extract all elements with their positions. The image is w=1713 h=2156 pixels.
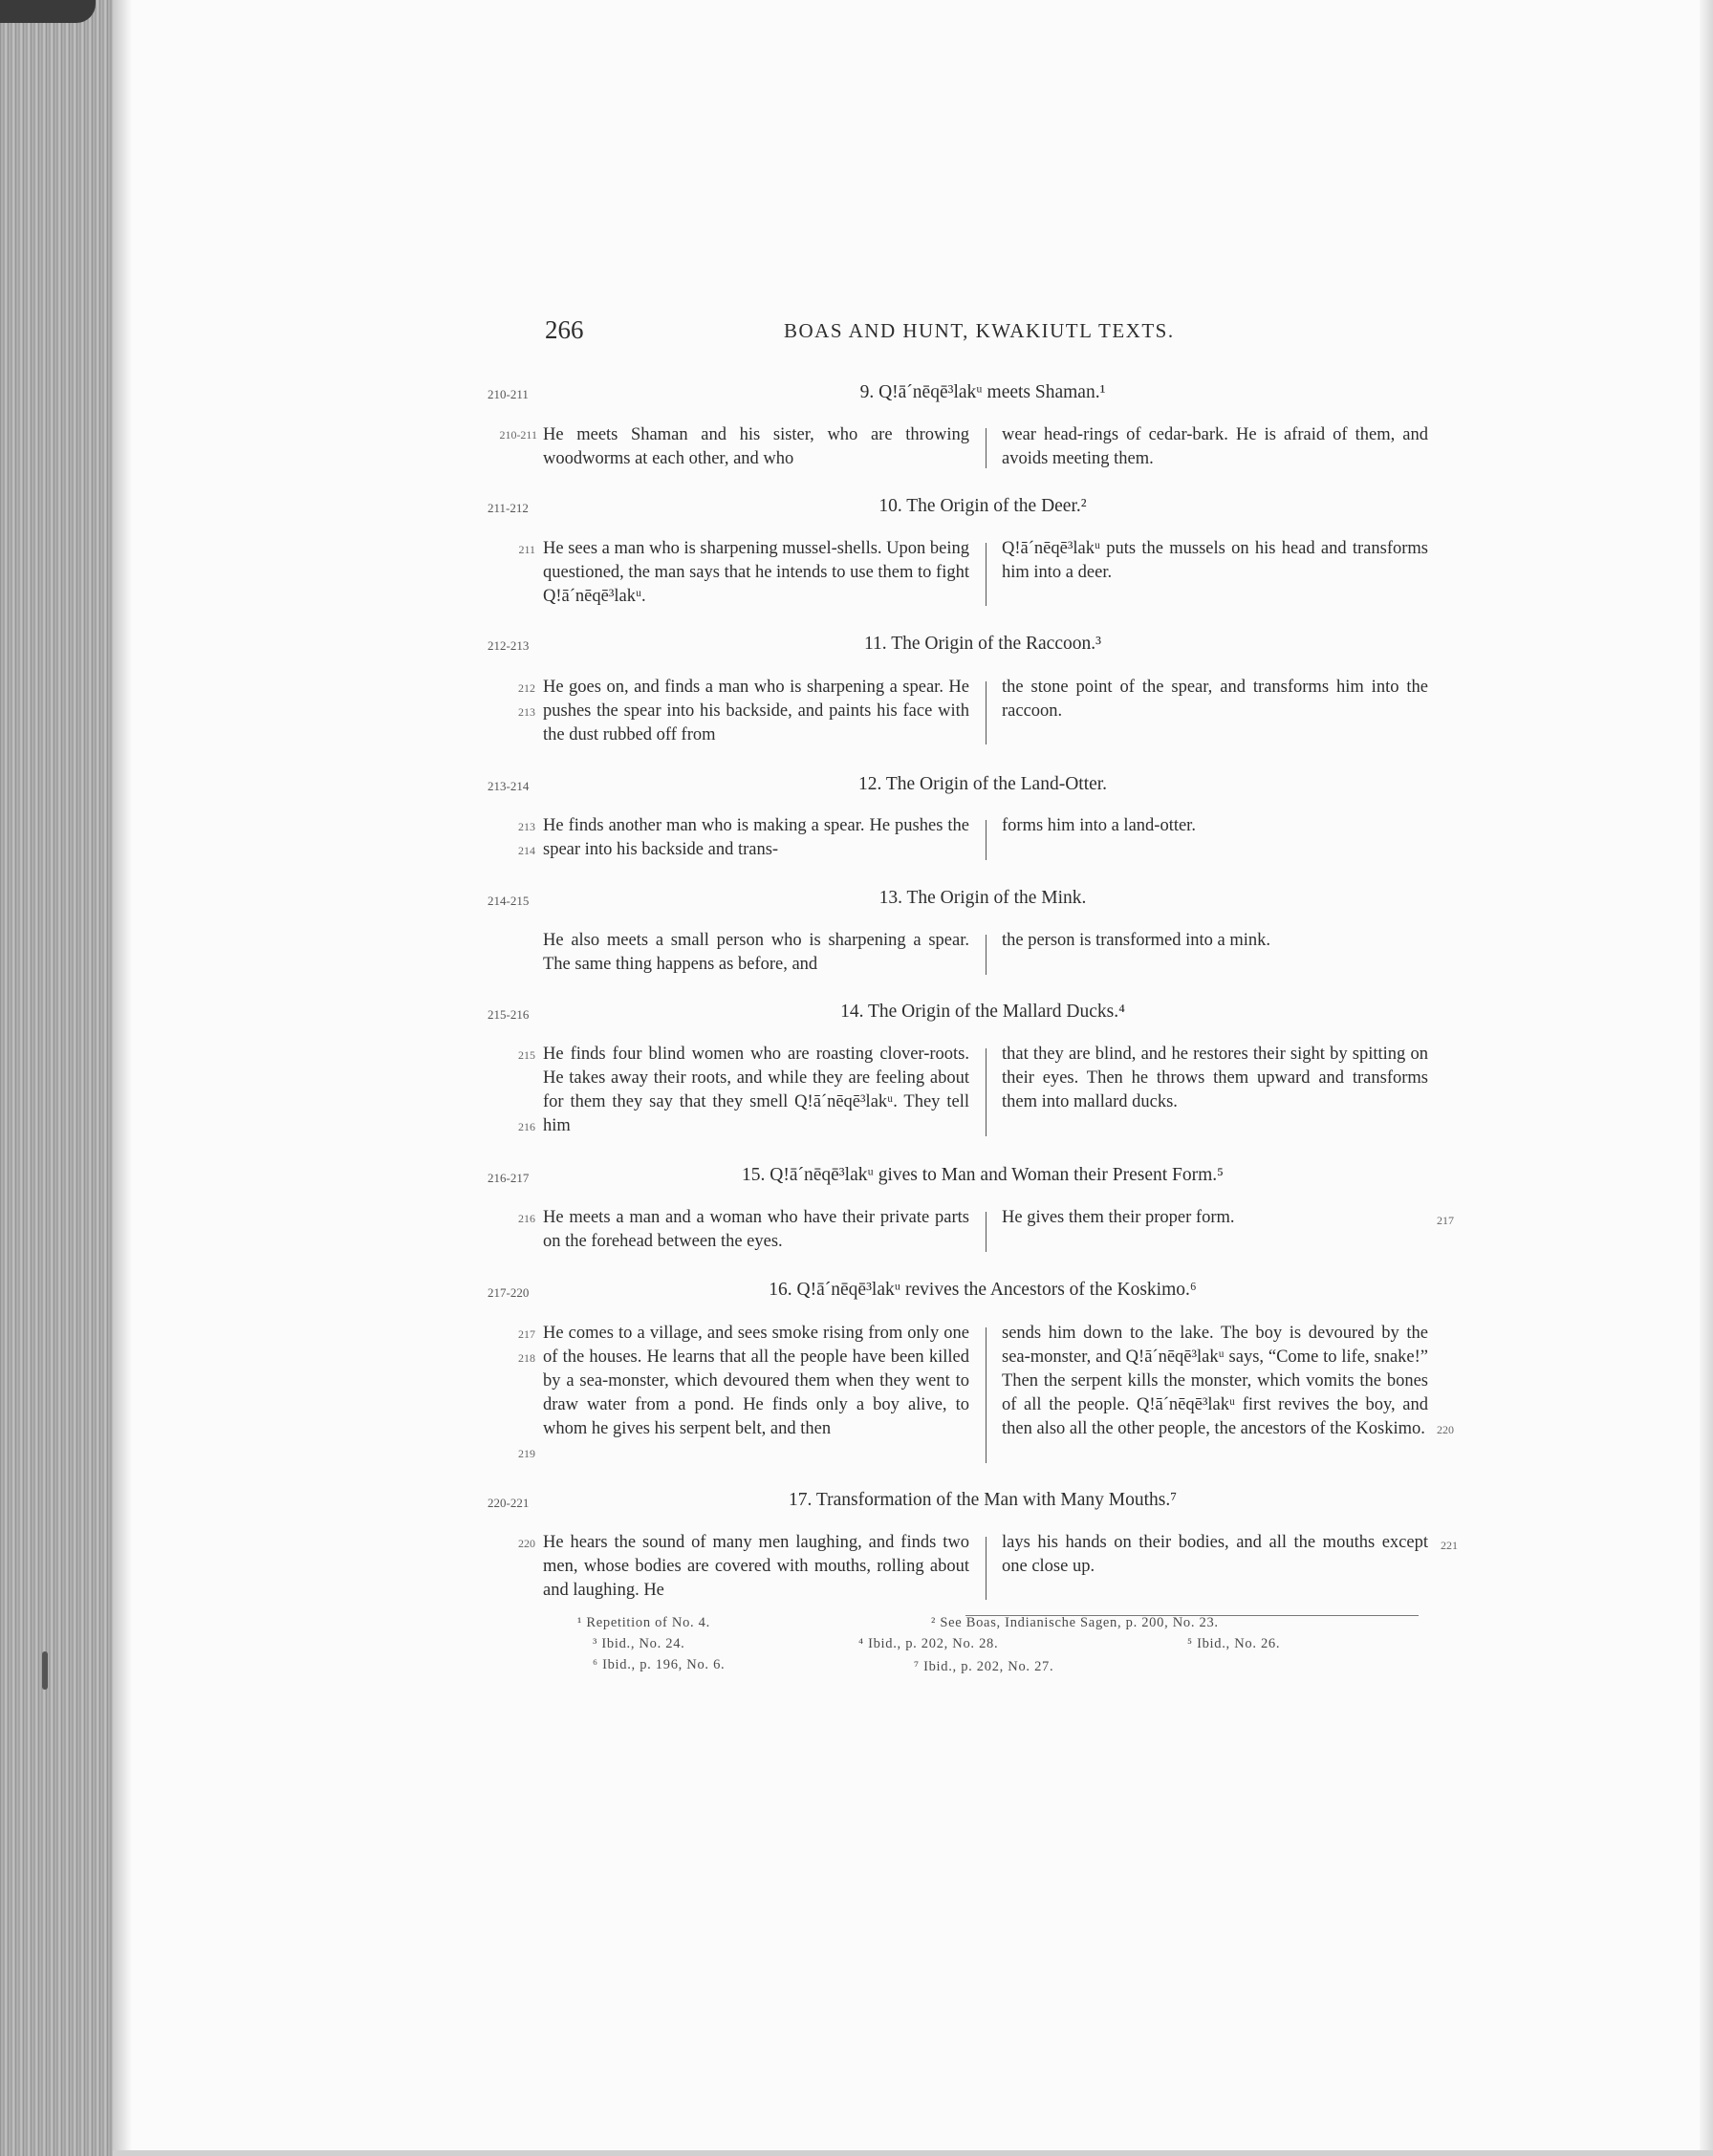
section-line-ref: 216-217: [488, 1171, 530, 1185]
section-title: 9. Q!ā´nēqē³lakᵘ meets Shaman.¹: [859, 382, 1106, 402]
footnote-3: ³ Ibid., No. 24.: [593, 1636, 685, 1651]
right-column-text: the person is transformed into a mink.: [1002, 931, 1271, 950]
line-number: 212: [518, 681, 535, 695]
left-column-text: He goes on, and finds a man who is sharpening a spear. He pushes the spear into his backside, and paints his face with the dust rubbed off from: [543, 678, 969, 744]
line-number: 221: [1441, 1539, 1458, 1552]
right-column-text: lays his hands on their bodies, and all the mouths except one close up.: [1002, 1533, 1428, 1576]
right-column-text: sends him down to the lake. The boy is devoured by the sea-monster, and Q!ā´nēqē³lakᵘ says, “Come to life, snake!” Then the serpent kills the monster, which vomits the bones of all the people. Q!ā´nēqē³lakᵘ first revives the boy, and then also all the other people, the ancestors of the Koskimo.: [1002, 1324, 1428, 1438]
section-title: 12. The Origin of the Land-Otter.: [857, 774, 1108, 794]
footnote-4: ⁴ Ibid., p. 202, No. 28.: [858, 1636, 999, 1651]
column-divider: [986, 1327, 987, 1463]
left-column-text: He hears the sound of many men laughing, and finds two men, whose bodies are covered with mouths, rolling about and laughing. He: [543, 1533, 969, 1600]
left-column-text: He finds four blind women who are roasting clover-roots. He takes away their roots, and while they are feeling about for them they say that they smell Q!ā´nēqē³lakᵘ. They tell him: [543, 1045, 969, 1135]
left-column-text: He sees a man who is sharpening mussel-shells. Upon being questioned, the man says that he intends to use them to fight Q!ā´nēqē³lakᵘ.: [543, 539, 969, 606]
right-column-text: Q!ā´nēqē³lakᵘ puts the mussels on his head and transforms him into a deer.: [1002, 539, 1428, 582]
section-line-ref: 220-221: [488, 1496, 530, 1510]
right-column-text: He gives them their proper form.: [1002, 1208, 1235, 1227]
right-column-text: that they are blind, and he restores their sight by spitting on their eyes. Then he throws them upward and transforms them into mallard ducks.: [1002, 1045, 1428, 1111]
section-title: 11. The Origin of the Raccoon.³: [864, 634, 1101, 654]
column-divider: [986, 1048, 987, 1136]
section-line-ref: 214-215: [488, 894, 530, 908]
section-line-ref: 211-212: [488, 501, 529, 515]
left-column-text: He comes to a village, and sees smoke rising from only one of the houses. He learns that all the people have been killed by a sea-monster, which devoured them when they went to draw water from a pond. He finds only a boy alive, to whom he gives his serpent belt, and then: [543, 1324, 969, 1438]
right-column-text: wear head-rings of cedar-bark. He is afraid of them, and avoids meeting them.: [1002, 425, 1428, 468]
page-number: 266: [545, 315, 584, 344]
column-divider: [986, 681, 987, 744]
footnote-5: ⁵ Ibid., No. 26.: [1187, 1636, 1281, 1651]
section-title: 13. The Origin of the Mink.: [878, 888, 1087, 908]
left-column-text: He meets Shaman and his sister, who are throwing woodworms at each other, and who: [543, 425, 969, 468]
column-divider: [986, 820, 987, 860]
section-title: 14. The Origin of the Mallard Ducks.⁴: [840, 1002, 1125, 1022]
line-number: 216: [518, 1120, 535, 1133]
line-number: 215: [518, 1048, 535, 1062]
line-number: 213: [518, 705, 535, 719]
line-number: 219: [518, 1447, 535, 1460]
footnote-7: ⁷ Ibid., p. 202, No. 27.: [914, 1659, 1054, 1674]
footnote-1: ¹ Repetition of No. 4.: [577, 1615, 710, 1630]
page-right-edge: [1700, 0, 1713, 2156]
column-divider: [986, 1212, 987, 1252]
column-divider: [986, 935, 987, 975]
left-column-text: He finds another man who is making a spear. He pushes the spear into his backside and trans-: [543, 816, 969, 859]
left-column-text: He also meets a small person who is sharpening a spear. The same thing happens as before, and: [543, 931, 969, 974]
line-number: 220: [1437, 1423, 1454, 1436]
section-line-ref: 213-214: [488, 779, 530, 793]
page-header: [545, 315, 1424, 348]
section-title: 16. Q!ā´nēqē³lakᵘ revives the Ancestors of the Koskimo.⁶: [769, 1280, 1197, 1300]
column-divider: [986, 428, 987, 468]
section-title: 15. Q!ā´nēqē³lakᵘ gives to Man and Woman their Present Form.⁵: [742, 1165, 1224, 1185]
section-line-ref: 215-216: [488, 1007, 530, 1022]
page-bottom-edge: [113, 2150, 1713, 2156]
footnote-2: ² See Boas, Indianische Sagen, p. 200, No. 23.: [931, 1615, 1219, 1630]
line-number: 220: [518, 1537, 535, 1550]
line-number: 216: [518, 1212, 535, 1225]
line-number: 218: [518, 1351, 535, 1365]
line-number: 214: [518, 844, 535, 857]
line-number: 210-211: [499, 428, 537, 442]
book-page-edge: [0, 0, 113, 2156]
page-gutter-shadow: [113, 0, 132, 2156]
right-column-text: the stone point of the spear, and transforms him into the raccoon.: [1002, 678, 1428, 721]
left-column-text: He meets a man and a woman who have their private parts on the forehead between the eyes.: [543, 1208, 969, 1251]
column-divider: [986, 1537, 987, 1600]
column-divider: [986, 543, 987, 606]
footnote-6: ⁶ Ibid., p. 196, No. 6.: [593, 1657, 726, 1672]
section-line-ref: 217-220: [488, 1285, 530, 1300]
right-column-text: forms him into a land-otter.: [1002, 816, 1196, 835]
margin-mark: [42, 1651, 48, 1690]
line-number: 217: [518, 1327, 535, 1341]
section-line-ref: 212-213: [488, 638, 530, 653]
section-title: 17. Transformation of the Man with Many Mouths.⁷: [789, 1490, 1177, 1510]
section-title: 10. The Origin of the Deer.²: [878, 496, 1087, 516]
line-number: 211: [518, 543, 535, 556]
line-number: 217: [1437, 1214, 1454, 1227]
line-number: 213: [518, 820, 535, 833]
scan-corner: [0, 0, 96, 23]
running-head: BOAS AND HUNT, KWAKIUTL TEXTS.: [784, 319, 1175, 342]
section-line-ref: 210-211: [488, 387, 529, 401]
